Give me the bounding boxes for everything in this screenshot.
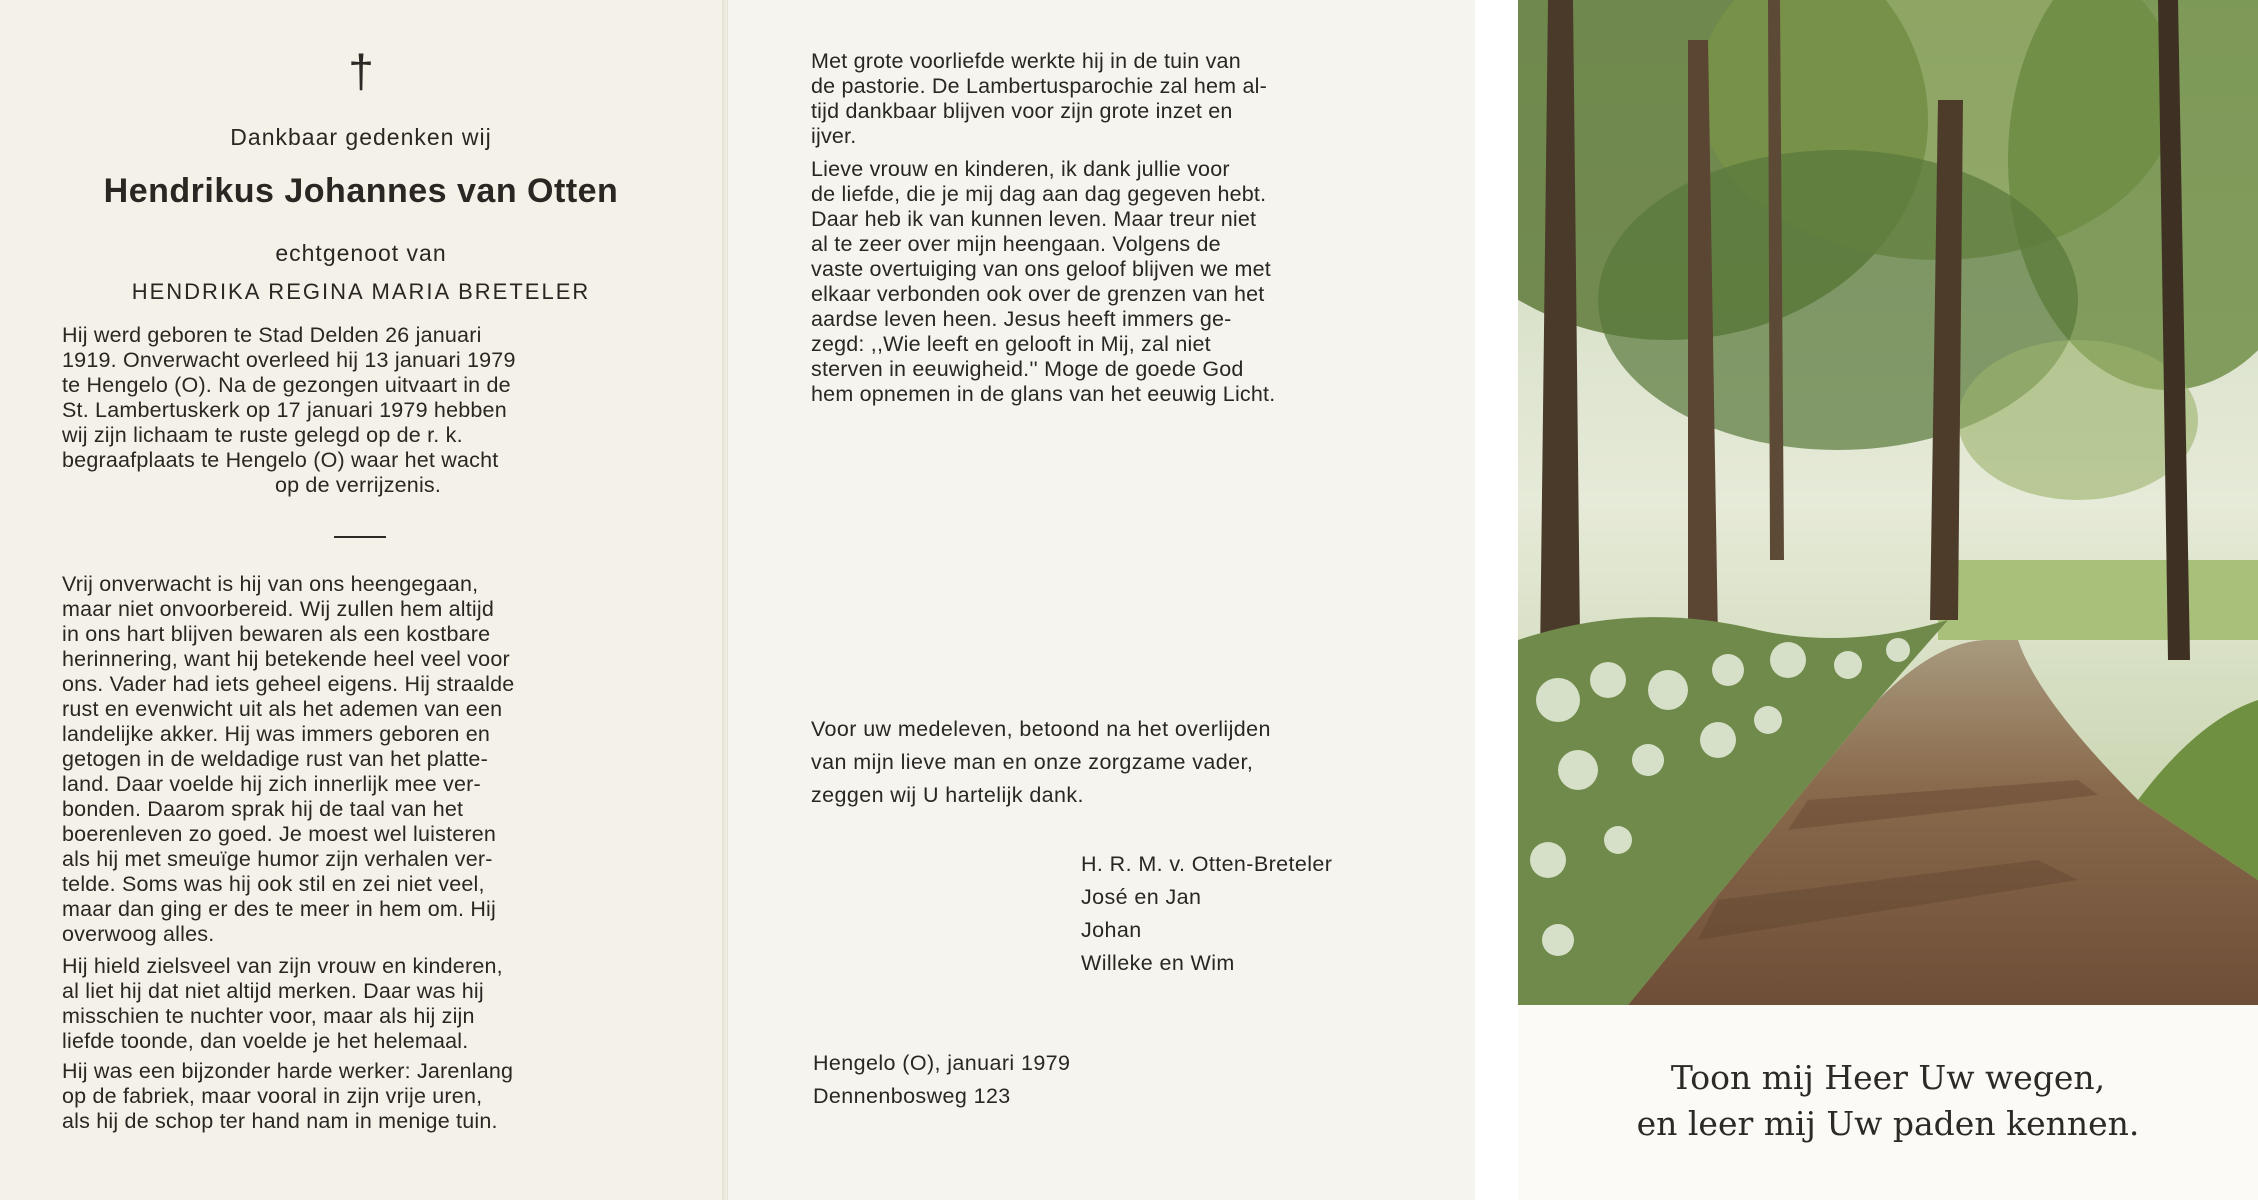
bible-quote	[1518, 1055, 2258, 1147]
place-date: Hengelo (O), januari 1979	[813, 1051, 1071, 1075]
text-line: begraafplaats te Hengelo (O) waar het wacht	[62, 448, 499, 472]
text-line: ons. Vader had iets geheel eigens. Hij straalde	[62, 672, 515, 696]
card-left-panel	[0, 0, 722, 1200]
quote-line: en leer mij Uw paden kennen.	[1636, 1104, 2140, 1143]
text-line: rust en evenwicht uit als het ademen van een	[62, 697, 503, 721]
text-line: St. Lambertuskerk op 17 januari 1979 hebben	[62, 398, 507, 422]
divider	[334, 536, 386, 538]
signer: H. R. M. v. Otten-Breteler	[1081, 852, 1333, 876]
text-line: maar dan ging er des te meer in hem om. Hij	[62, 897, 497, 921]
text-line: maar niet onvoorbereid. Wij zullen hem altijd	[62, 597, 495, 621]
text-line: te Hengelo (O). Na de gezongen uitvaart in de	[62, 373, 511, 397]
text-line: aardse leven heen. Jesus heeft immers ge-	[811, 307, 1232, 331]
farewell-paragraph	[811, 157, 1387, 407]
text-line: zegd: ,,Wie leeft en gelooft in Mij, zal niet	[811, 332, 1211, 356]
text-line: tijd dankbaar blijven voor zijn grote inzet en	[811, 99, 1233, 123]
text-line: ijver.	[811, 124, 857, 148]
spouse-label: echtgenoot van	[275, 240, 447, 266]
text-line: Met grote voorliefde werkte hij in de tuin van	[811, 49, 1241, 73]
card-front-panel	[1518, 0, 2258, 1200]
text-line: als hij met smeuïge humor zijn verhalen ver-	[62, 847, 493, 871]
text-line: Daar heb ik van kunnen leven. Maar treur niet	[811, 207, 1257, 231]
text-line: in ons hart blijven bewaren als een kostbare	[62, 622, 491, 646]
card-middle-panel	[727, 0, 1475, 1200]
intro-text: Dankbaar gedenken wij	[230, 124, 492, 150]
biography-paragraph-1	[62, 323, 654, 498]
text-line: getogen in de weldadige rust van het platte-	[62, 747, 488, 771]
tree-lined-path-photo	[1518, 0, 2258, 1005]
text-line: telde. Soms was hij ook stil en zei niet veel,	[62, 872, 485, 896]
biography-paragraph-4	[62, 1059, 654, 1134]
text-line: de pastorie. De Lambertusparochie zal hem al-	[811, 74, 1267, 98]
signer: José en Jan	[1081, 885, 1202, 909]
text-line: vaste overtuiging van ons geloof blijven we met	[811, 257, 1271, 281]
text-line: Hij was een bijzonder harde werker: Jarenlang	[62, 1059, 514, 1083]
text-line: land. Daar voelde hij zich innerlijk mee ver-	[62, 772, 481, 796]
text-line: wij zijn lichaam te ruste gelegd op de r. k.	[62, 423, 463, 447]
text-line: 1919. Onverwacht overleed hij 13 januari 1979	[62, 348, 516, 372]
text-line: misschien te nuchter voor, maar als hij zijn	[62, 1004, 475, 1028]
background-gap	[1475, 0, 1518, 1200]
place-and-address	[813, 1047, 1070, 1113]
text-line: Lieve vrouw en kinderen, ik dank jullie voor	[811, 157, 1230, 181]
text-line: als hij de schop ter hand nam in menige tuin.	[62, 1109, 498, 1133]
garden-paragraph	[811, 49, 1387, 149]
text-line: hem opnemen in de glans van het eeuwig Licht.	[811, 382, 1276, 406]
text-line: al te zeer over mijn heengaan. Volgens de	[811, 232, 1221, 256]
text-line: op de verrijzenis.	[274, 473, 442, 497]
signer: Willeke en Wim	[1081, 951, 1235, 975]
signer: Johan	[1081, 918, 1142, 942]
quote-line: Toon mij Heer Uw wegen,	[1670, 1058, 2106, 1097]
text-line: de liefde, die je mij dag aan dag gegeven hebt.	[811, 182, 1267, 206]
text-line: overwoog alles.	[62, 922, 215, 946]
text-line: Vrij onverwacht is hij van ons heengegaan,	[62, 572, 479, 596]
text-line: landelijke akker. Hij was immers geboren en	[62, 722, 491, 746]
text-line: zeggen wij U hartelijk dank.	[811, 783, 1084, 807]
text-line: bonden. Daarom sprak hij de taal van het	[62, 797, 464, 821]
text-line: herinnering, want hij betekende heel veel voor	[62, 647, 510, 671]
text-line: al liet hij dat niet altijd merken. Daar was hij	[62, 979, 484, 1003]
biography-paragraph-2	[62, 572, 654, 947]
text-line: liefde toonde, dan voelde je het helemaal.	[62, 1029, 469, 1053]
text-line: elkaar verbonden ook over de grenzen van het	[811, 282, 1265, 306]
spouse-name: HENDRIKA REGINA MARIA BRETELER	[131, 279, 591, 304]
text-line: sterven in eeuwigheid.'' Moge de goede God	[811, 357, 1244, 381]
cross-icon: †	[348, 45, 374, 97]
biography-paragraph-3	[62, 954, 654, 1054]
text-line: Hij hield zielsveel van zijn vrouw en kinderen,	[62, 954, 503, 978]
thank-you-note	[811, 713, 1387, 812]
text-line: Voor uw medeleven, betoond na het overlijden	[811, 717, 1271, 741]
text-line: Hij werd geboren te Stad Delden 26 januari	[62, 323, 482, 347]
signers-list	[1081, 848, 1332, 980]
address: Dennenbosweg 123	[813, 1084, 1011, 1108]
text-line: van mijn lieve man en onze zorgzame vader,	[811, 750, 1254, 774]
text-line: boerenleven zo goed. Je moest wel luisteren	[62, 822, 497, 846]
deceased-name: Hendrikus Johannes van Otten	[103, 172, 619, 210]
text-line: op de fabriek, maar vooral in zijn vrije uren,	[62, 1084, 483, 1108]
